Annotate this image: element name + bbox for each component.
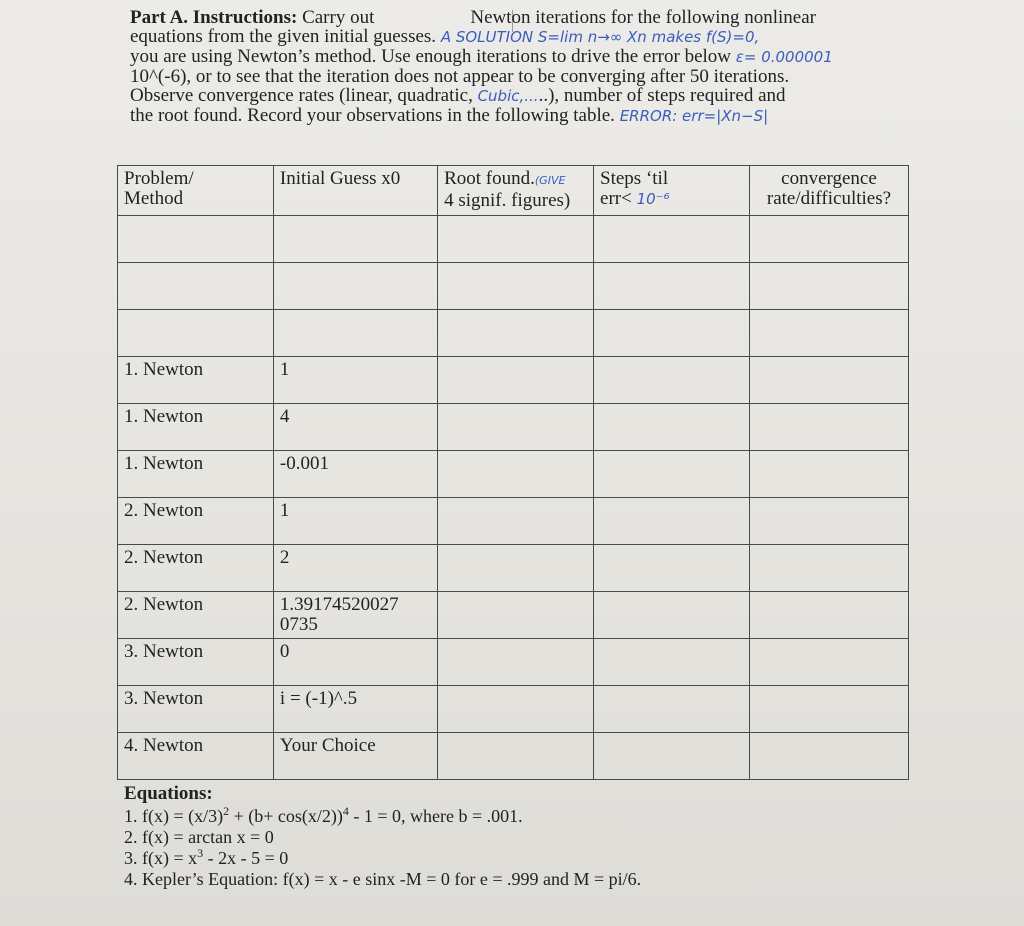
problem-cell: 1. Newton: [118, 404, 274, 451]
table-row: [118, 357, 909, 404]
instructions-line6: the root found. Record your observations in the following table.: [130, 105, 615, 126]
handwritten-note-epsilon: ε= 0.000001: [735, 48, 833, 66]
instructions-line5a: Observe convergence rates (linear, quadratic,: [130, 85, 473, 106]
equations-block: [124, 783, 884, 890]
handwritten-note-error: ERROR: err=|Xn−S|: [619, 107, 769, 125]
initial-guess-cell: 1.39174520027 0735: [273, 592, 437, 639]
convergence-cell[interactable]: [749, 404, 908, 451]
equation-1: 1. $f(x) = (x/3)^2 + (b+ \cos(x/2))^4 - 1 = 0$, where b = .001.: [124, 804, 523, 826]
handwritten-note-cubic: Cubic,...: [477, 87, 539, 105]
problem-cell: 1. Newton: [118, 357, 274, 404]
blank-cell[interactable]: [118, 263, 274, 310]
root-cell[interactable]: [438, 451, 594, 498]
problem-cell: 3. Newton: [118, 639, 274, 686]
header-steps: Steps ‘til err< 10⁻⁶: [594, 166, 750, 216]
equation-2: 2. f(x) = arctan x = 0: [124, 827, 274, 847]
root-cell[interactable]: [438, 498, 594, 545]
convergence-cell[interactable]: [749, 639, 908, 686]
steps-cell[interactable]: [594, 498, 750, 545]
convergence-cell[interactable]: [749, 592, 908, 639]
root-cell[interactable]: [438, 639, 594, 686]
root-cell[interactable]: [438, 592, 594, 639]
steps-cell[interactable]: [594, 686, 750, 733]
results-table: [117, 165, 909, 780]
initial-guess-cell: 1: [273, 498, 437, 545]
problem-cell: 3. Newton: [118, 686, 274, 733]
problem-cell: 1. Newton: [118, 451, 274, 498]
root-cell[interactable]: [438, 733, 594, 780]
convergence-cell[interactable]: [749, 498, 908, 545]
instructions-line3: you are using Newton’s method. Use enough iterations to drive the error below: [130, 46, 731, 67]
blank-cell[interactable]: [749, 310, 908, 357]
blank-cell[interactable]: [749, 216, 908, 263]
table-row: [118, 263, 909, 310]
equation-3: 3. $f(x) = x^3 - 2x - 5 = 0$: [124, 846, 289, 868]
blank-cell[interactable]: [273, 310, 437, 357]
steps-cell[interactable]: [594, 545, 750, 592]
equation-4: 4. Kepler’s Equation: f(x) = x - e sinx -M = 0 for e = .999 and M = pi/6.: [124, 869, 642, 889]
header-problem-method: Problem/ Method: [118, 166, 274, 216]
problem-cell: 2. Newton: [118, 592, 274, 639]
blank-cell[interactable]: [438, 216, 594, 263]
table-row: [118, 639, 909, 686]
steps-cell[interactable]: [594, 404, 750, 451]
initial-guess-cell: Your Choice: [273, 733, 437, 780]
root-cell[interactable]: [438, 545, 594, 592]
table-row: [118, 686, 909, 733]
table-row: [118, 498, 909, 545]
initial-guess-cell: -0.001: [273, 451, 437, 498]
initial-guess-cell: 4: [273, 404, 437, 451]
steps-cell[interactable]: [594, 733, 750, 780]
header-root-found: Root found.(GIVE 4 signif. figures): [438, 166, 594, 216]
instructions-line1b: Newton iterations for the following nonlinear: [470, 7, 816, 28]
convergence-cell[interactable]: [749, 357, 908, 404]
instructions-label: Part A. Instructions:: [130, 7, 298, 28]
steps-cell[interactable]: [594, 592, 750, 639]
blank-cell[interactable]: [594, 216, 750, 263]
instructions-line5b: ..), number of steps required and: [538, 85, 786, 106]
header-initial-guess: Initial Guess x0: [273, 166, 437, 216]
instructions-block: [130, 8, 920, 126]
problem-cell: 2. Newton: [118, 545, 274, 592]
root-cell[interactable]: [438, 404, 594, 451]
table-row: [118, 545, 909, 592]
handwritten-note-solution: A SOLUTION S=lim n→∞ Xn makes f(S)=0,: [440, 28, 760, 46]
problem-cell: 2. Newton: [118, 498, 274, 545]
initial-guess-cell: 2: [273, 545, 437, 592]
convergence-cell[interactable]: [749, 545, 908, 592]
instructions-line2: equations from the given initial guesses.: [130, 26, 437, 47]
convergence-cell[interactable]: [749, 733, 908, 780]
table-header-row: [118, 166, 909, 216]
blank-cell[interactable]: [594, 310, 750, 357]
steps-cell[interactable]: [594, 357, 750, 404]
convergence-cell[interactable]: [749, 686, 908, 733]
table-row: [118, 733, 909, 780]
blank-cell[interactable]: [749, 263, 908, 310]
header-convergence: convergence rate/difficulties?: [749, 166, 908, 216]
blank-cell[interactable]: [594, 263, 750, 310]
steps-cell[interactable]: [594, 451, 750, 498]
blank-cell[interactable]: [438, 263, 594, 310]
initial-guess-cell: 0: [273, 639, 437, 686]
blank-cell[interactable]: [438, 310, 594, 357]
instructions-line4: 10^(-6), or to see that the iteration does not appear to be converging after 50 iterations.: [130, 66, 790, 87]
blank-cell[interactable]: [273, 263, 437, 310]
initial-guess-cell: 1: [273, 357, 437, 404]
table-row: [118, 310, 909, 357]
steps-cell[interactable]: [594, 639, 750, 686]
instructions-line1a: Carry out: [302, 7, 375, 28]
blank-cell[interactable]: [118, 310, 274, 357]
convergence-cell[interactable]: [749, 451, 908, 498]
blank-cell[interactable]: [273, 216, 437, 263]
table-row: [118, 592, 909, 639]
table-row: [118, 451, 909, 498]
root-cell[interactable]: [438, 357, 594, 404]
table-row: [118, 404, 909, 451]
equations-title: Equations:: [124, 783, 213, 804]
root-cell[interactable]: [438, 686, 594, 733]
initial-guess-cell: i = (-1)^.5: [273, 686, 437, 733]
table-row: [118, 216, 909, 263]
problem-cell: 4. Newton: [118, 733, 274, 780]
blank-cell[interactable]: [118, 216, 274, 263]
